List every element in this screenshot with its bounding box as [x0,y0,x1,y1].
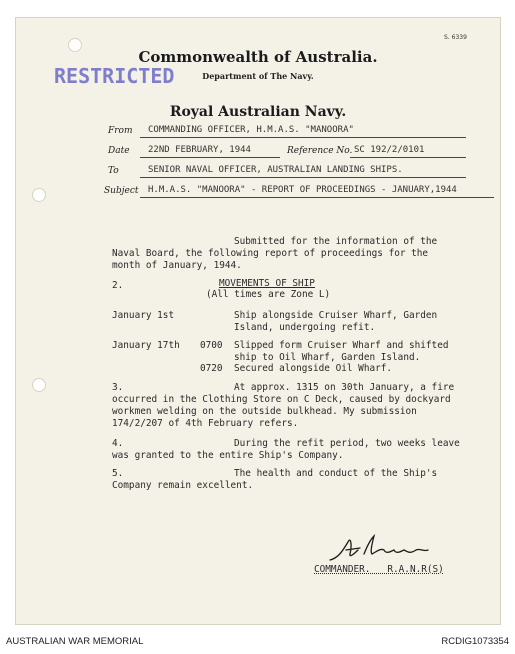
para-4-line-2: was granted to the entire Ship's Company. [112,450,344,461]
date-rule [140,157,280,158]
date-label: Date [108,146,130,156]
movement-1-text-1: Ship alongside Cruiser Wharf, Garden [234,310,438,321]
footer-archive-name: AUSTRALIAN WAR MEMORIAL [6,636,144,647]
reference-rule [350,157,466,158]
intro-line-2: Naval Board, the following report of proceedings for the [112,248,429,259]
para-3-line-1: At approx. 1315 on 30th January, a fire [234,382,455,393]
reference-value: SC 192/2/0101 [354,145,425,155]
movement-2-text-2: ship to Oil Wharf, Garden Island. [234,352,421,363]
para-5-number: 5. [112,468,124,479]
footer-record-id: RCDIG1073354 [441,636,509,647]
movements-title: MOVEMENTS OF SHIP [219,278,315,289]
form-number: S. 6339 [444,34,467,41]
to-value: SENIOR NAVAL OFFICER, AUSTRALIAN LANDING SHIPS. [148,165,403,175]
para-3-line-4: 174/2/207 of 4th February refers. [112,418,299,429]
para-3-line-3: workmen welding on the outside bulkhead. My submission [112,406,417,417]
movement-2-date: January 17th [112,340,180,351]
signature-title: COMMANDER. R.A.N.R(S) [314,564,444,575]
para-2-number: 2. [112,280,124,291]
subject-rule [140,197,494,198]
para-5-line-1: The health and conduct of the Ship's [234,468,438,479]
heading-commonwealth: Commonwealth of Australia. [138,48,378,66]
movements-subtitle: (All times are Zone L) [206,289,331,300]
reference-label: Reference No. [287,146,353,156]
to-label: To [108,166,119,176]
from-rule [140,137,466,138]
heading-department: Department of The Navy. [202,71,314,81]
punch-hole-bottom [32,378,46,392]
heading-navy: Royal Australian Navy. [169,104,347,120]
document-page [16,18,500,624]
from-value: COMMANDING OFFICER, H.M.A.S. "MANOORA" [148,125,354,135]
movement-3-time: 0720 [200,363,223,374]
para-5-line-2: Company remain excellent. [112,480,254,491]
intro-line-1: Submitted for the information of the [234,236,438,247]
from-label: From [108,126,133,136]
para-3-number: 3. [112,382,124,393]
subject-label: Subject [104,186,139,196]
intro-line-3: month of January, 1944. [112,260,242,271]
subject-value: H.M.A.S. "MANOORA" - REPORT OF PROCEEDINGS - JANUARY,1944 [148,185,457,195]
restricted-stamp: RESTRICTED [54,64,175,88]
movement-2-text-1: Slipped form Cruiser Wharf and shifted [234,340,449,351]
movement-3-text: Secured alongside Oil Wharf. [234,363,393,374]
para-4-number: 4. [112,438,124,449]
handwritten-signature [324,524,444,568]
movement-1-text-2: Island, undergoing refit. [234,322,376,333]
para-4-line-1: During the refit period, two weeks leave [234,438,460,449]
date-value: 22ND FEBRUARY, 1944 [148,145,251,155]
para-3-line-2: occurred in the Clothing Store on C Deck, caused by dockyard [112,394,451,405]
movement-2-time: 0700 [200,340,223,351]
movement-1-date: January 1st [112,310,175,321]
to-rule [140,177,466,178]
punch-hole-middle [32,188,46,202]
